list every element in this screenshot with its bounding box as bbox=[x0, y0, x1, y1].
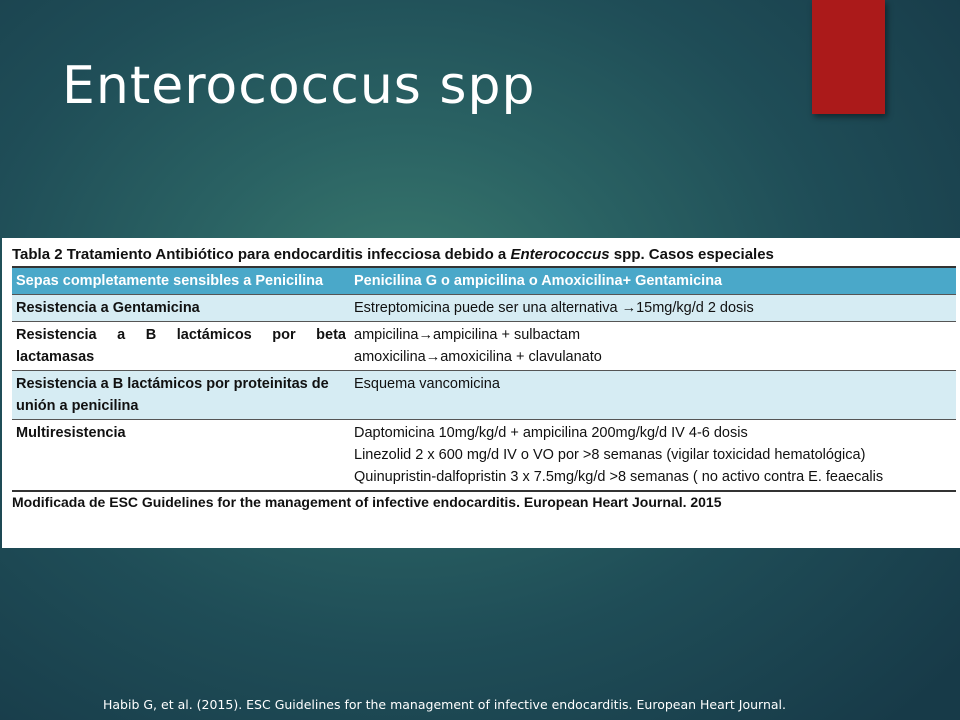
caption-prefix: Tabla 2 Tratamiento Antibiótico para endocarditis infecciosa debido a bbox=[12, 246, 511, 263]
table-image bbox=[2, 238, 960, 548]
accent-bar bbox=[812, 0, 885, 114]
row-treatment bbox=[350, 322, 956, 371]
slide-title: Enterococcus spp bbox=[62, 56, 536, 116]
treatment-line: amoxicilina→amoxicilina + clavulanato bbox=[354, 349, 602, 365]
condition-line: Resistencia a B lactámicos por proteinitas de bbox=[16, 376, 329, 392]
table-header-row bbox=[12, 267, 956, 295]
treatment-line: Daptomicina 10mg/kg/d + ampicilina 200mg/kg/d IV 4-6 dosis bbox=[354, 425, 748, 441]
table-caption bbox=[12, 244, 952, 266]
caption-organism: Enterococcus bbox=[510, 246, 610, 263]
table-row bbox=[12, 322, 956, 371]
header-treatment: Penicilina G o ampicilina o Amoxicilina+ Gentamicina bbox=[350, 267, 956, 295]
table-row bbox=[12, 295, 956, 322]
table-row bbox=[12, 371, 956, 420]
row-treatment bbox=[350, 371, 956, 420]
row-treatment bbox=[350, 420, 956, 491]
table-footnote: Modificada de ESC Guidelines for the management of infective endocarditis. European Heart Journal. 2015 bbox=[12, 490, 956, 510]
row-condition: Resistencia a Gentamicina bbox=[12, 295, 350, 322]
row-condition bbox=[12, 371, 350, 420]
row-condition bbox=[12, 322, 350, 371]
condition-line: lactamasas bbox=[16, 349, 95, 365]
treatment-line: Estreptomicina puede ser una alternativa →15mg/kg/d 2 dosis bbox=[354, 300, 754, 316]
table-row bbox=[12, 420, 956, 491]
condition-line: Resistencia a B lactámicos por beta bbox=[16, 327, 346, 343]
treatment-line: Esquema vancomicina bbox=[354, 376, 500, 392]
treatment-line: ampicilina→ampicilina + sulbactam bbox=[354, 327, 581, 343]
reference-citation: Habib G, et al. (2015). ESC Guidelines for the management of infective endocarditis. European Heart Journal. bbox=[103, 697, 786, 712]
row-treatment bbox=[350, 295, 956, 322]
caption-suffix: spp. Casos especiales bbox=[609, 246, 774, 263]
row-condition: Multiresistencia bbox=[12, 420, 350, 491]
treatment-line: Linezolid 2 x 600 mg/d IV o VO por >8 semanas (vigilar toxicidad hematológica) bbox=[354, 447, 866, 463]
treatment-table bbox=[12, 266, 956, 490]
condition-line: unión a penicilina bbox=[16, 398, 139, 414]
treatment-line: Quinupristin-dalfopristin 3 x 7.5mg/kg/d >8 semanas ( no activo contra E. feaecalis bbox=[354, 469, 884, 485]
header-condition: Sepas completamente sensibles a Penicilina bbox=[12, 267, 350, 295]
